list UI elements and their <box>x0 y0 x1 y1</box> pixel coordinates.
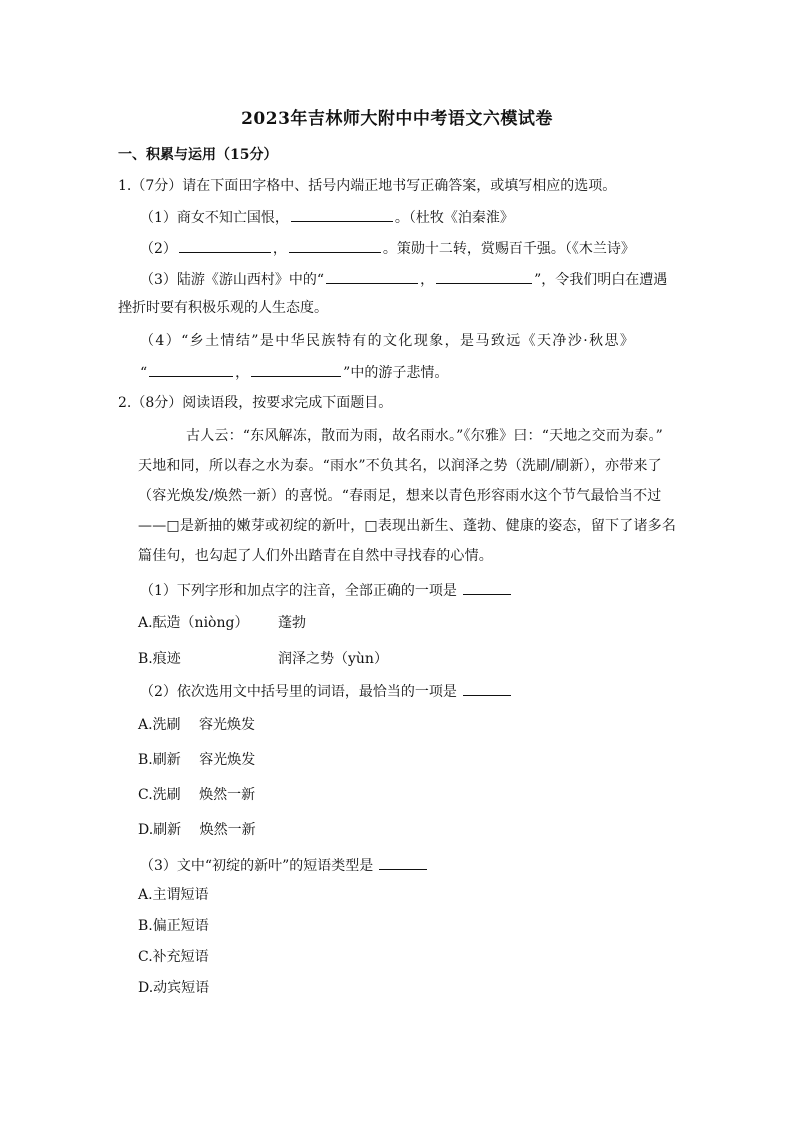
q2-sub3-option-b[interactable]: B.偏正短语 <box>138 918 209 934</box>
q1-item4-line1: （4）“乡土情结”是中华民族特有的文化现象，是马致远《天净沙·秋思》 <box>140 333 636 349</box>
q2-sub3-stem-text: （3）文中“初绽的新叶”的短语类型是 <box>140 858 374 874</box>
answer-blank[interactable] <box>179 238 271 253</box>
q2-sub2-option-c[interactable]: C.洗刷 焕然一新 <box>138 787 256 803</box>
q2-sub1-stem-text: （1）下列字形和加点字的注音，全部正确的一项是 <box>140 583 457 599</box>
q2-sub2-option-d[interactable]: D.刷新 焕然一新 <box>138 822 256 838</box>
q2-stem: 2.（8分）阅读语段，按要求完成下面题目。 <box>118 395 393 411</box>
passage-line: ——□是新抽的嫩芽或初绽的新叶，□表现出新生、蓬勃、健康的姿态，留下了诸多名 <box>138 518 677 534</box>
q1-item2-label: （2） <box>140 241 177 257</box>
answer-blank[interactable] <box>463 580 511 595</box>
q2-sub3-stem <box>140 855 429 876</box>
answer-blank[interactable] <box>326 269 418 284</box>
q1-item2-comma: ， <box>272 241 287 257</box>
answer-blank[interactable] <box>436 269 532 284</box>
answer-blank[interactable] <box>379 855 427 870</box>
q1-item3-tail: ”，令我们明白在遭遇 <box>534 272 668 288</box>
answer-blank[interactable] <box>149 362 233 377</box>
answer-blank[interactable] <box>291 207 393 222</box>
passage-line: 天地和同，所以春之水为泰。“雨水”不负其名，以润泽之势（洗刷/刷新），亦带来了 <box>138 458 662 474</box>
q1-item4-open-quote: “ <box>140 365 148 381</box>
exam-title: 2023年吉林师大附中中考语文六模试卷 <box>241 109 553 129</box>
section-heading: 一、积累与运用（15分） <box>118 147 278 163</box>
q1-item4-tail: ”中的游子悲情。 <box>343 365 449 381</box>
passage-line: 古人云：“东风解冻，散而为雨，故名雨水。”《尔雅》曰：“天地之交而为泰。” <box>186 428 664 444</box>
answer-blank[interactable] <box>289 238 381 253</box>
q2-sub3-option-d[interactable]: D.动宾短语 <box>138 980 210 996</box>
q1-item4-comma: ， <box>235 365 250 381</box>
passage-line: （容光焕发/焕然一新）的喜悦。“春雨足，想来以青色形容雨水这个节气最恰当不过 <box>138 488 662 504</box>
q2-sub2-stem-text: （2）依次选用文中括号里的词语，最恰当的一项是 <box>140 684 457 700</box>
q1-stem: 1.（7分）请在下面田字格中、括号内端正地书写正确答案，或填写相应的选项。 <box>118 178 617 194</box>
answer-blank[interactable] <box>463 681 511 696</box>
q1-item1-source: 。（杜牧《泊秦淮》 <box>394 210 514 226</box>
q2-sub2-option-b[interactable]: B.刷新 容光焕发 <box>138 752 256 768</box>
q2-sub2-stem <box>140 681 513 702</box>
q1-item2 <box>140 238 635 259</box>
q2-sub3-option-c[interactable]: C.补充短语 <box>138 949 209 965</box>
q2-sub3-option-a[interactable]: A.主谓短语 <box>138 887 209 903</box>
passage-line: 篇佳句，也勾起了人们外出踏青在自然中寻找春的心情。 <box>138 548 493 564</box>
q1-item3-comma: ， <box>420 272 435 288</box>
option-a-left: A.酝造（niòng） <box>138 615 249 631</box>
q1-item3 <box>140 269 667 290</box>
q2-sub1-stem <box>140 580 513 601</box>
q2-sub1-option-b[interactable] <box>138 649 181 669</box>
q2-sub2-option-a[interactable]: A.洗刷 容光焕发 <box>138 717 256 733</box>
q1-item1 <box>140 207 514 228</box>
option-a-right: 蓬勃 <box>278 615 306 631</box>
q1-item1-text: （1）商女不知亡国恨， <box>140 210 289 226</box>
answer-blank[interactable] <box>251 362 341 377</box>
q1-item3-line2: 挫折时要有积极乐观的人生态度。 <box>118 300 328 316</box>
q1-item3-text: （3）陆游《游山西村》中的“ <box>140 272 325 288</box>
option-b-left: B.痕迹 <box>138 651 181 667</box>
q2-sub1-option-a[interactable] <box>138 613 248 633</box>
option-b-right: 润泽之势（yùn） <box>278 651 388 667</box>
q1-item4-line2 <box>140 362 448 383</box>
q1-item2-text: 。策勋十二转，赏赐百千强。（《木兰诗》 <box>382 241 635 257</box>
